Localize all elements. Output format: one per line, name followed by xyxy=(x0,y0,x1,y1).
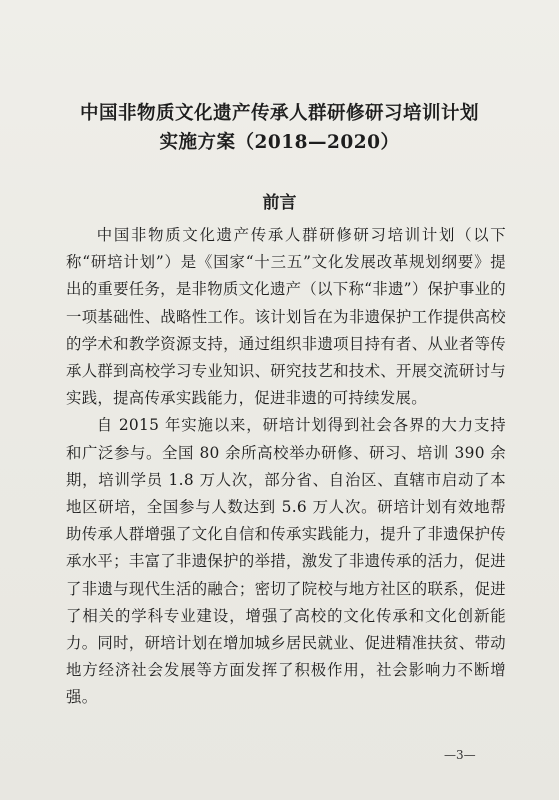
document-title-line-2: 实施方案（2018—2020） xyxy=(159,132,400,153)
page-number: —3— xyxy=(444,748,476,762)
body-paragraph-1: 中国非物质文化遗产传承人群研修研习培训计划（以下称“研培计划”）是《国家“十三五”文化发展改革规划纲要》提出的重要任务，是非物质文化遗产（以下称“非遗”）保护事业的一项基础性、战略性工作。该计划旨在为非遗保护工作提供高校的学术和教学资源支持，通过组织非遗项目持有者、从业者等传承人群到高校学习专业知识、研究技艺和技术、开展交流研讨与实践，提高传承实践能力，促进非遗的可持续发展。 xyxy=(66,226,506,408)
document-title-line-1: 中国非物质文化遗产传承人群研修研习培训计划 xyxy=(79,103,479,124)
document-body xyxy=(66,222,506,712)
preface-heading: 前言 xyxy=(262,193,297,213)
body-paragraph-2: 自 2015 年实施以来，研培计划得到社会各界的大力支持和广泛参与。全国 80 余所高校举办研修、研习、培训 390 余期，培训学员 1.8 万人次，部分省、自治区、直辖市启动了本地区研培，全国参与人数达到 5.6 万人次。研培计划有效地帮助传承人群增强了文化自信和传承实践能力，提升了非遗保护传承水平；丰富了非遗保护的举措，激发了非遗传承的活力，促进了非遗与现代生活的融合；密切了院校与地方社区的联系，促进了相关的学科专业建设，增强了高校的文化传承和文化创新能力。同时，研培计划在增加城乡居民就业、促进精准扶贫、带动地方经济社会发展等方面发挥了积极作用，社会影响力不断增强。 xyxy=(66,416,506,707)
